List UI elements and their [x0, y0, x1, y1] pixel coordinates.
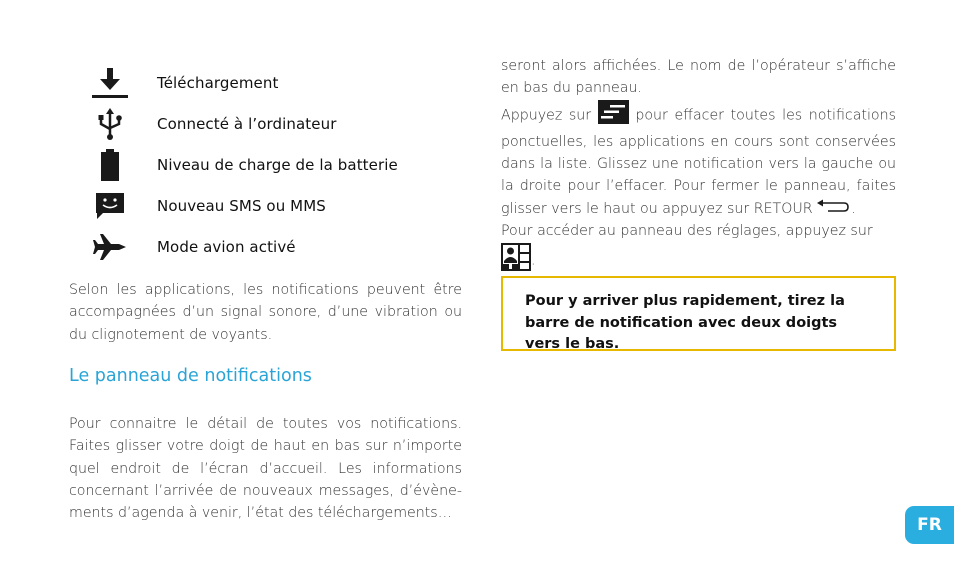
download-icon [90, 66, 130, 100]
airplane-label: Mode avion activé [157, 237, 296, 256]
settings-panel-text [501, 220, 896, 278]
list-item [90, 226, 470, 267]
download-label: Téléchargement [157, 73, 279, 92]
settings-text: Pour accéder au panneau des réglages, appuyez sur [501, 223, 873, 240]
clear-all-icon [598, 100, 629, 131]
sms-icon [90, 189, 130, 223]
airplane-icon [90, 230, 130, 264]
language-label: FR [917, 515, 942, 535]
settings-panel-icon [501, 243, 531, 278]
list-item [90, 144, 470, 185]
list-item [90, 103, 470, 144]
usb-label: Connecté à l’ordinateur [157, 114, 337, 133]
right-column-text [501, 55, 896, 278]
battery-icon [90, 148, 130, 182]
clear-text-pre: Appuyez sur [501, 107, 592, 124]
sms-label: Nouveau SMS ou MMS [157, 196, 326, 215]
battery-label: Niveau de charge de la batterie [157, 155, 398, 174]
list-item [90, 185, 470, 226]
language-tab [905, 506, 954, 544]
settings-text-end: . [531, 252, 536, 269]
back-arrow-icon [817, 198, 851, 220]
tip-text: Pour y arriver plus rapidement, tirez la barre de notification avec deux doigts vers le bas. [525, 293, 845, 352]
notification-icon-list [90, 62, 470, 267]
clear-notifications-text [501, 100, 896, 221]
list-item [90, 62, 470, 103]
panel-description-text: Pour connaitre le détail de toutes vos notifications. Faites glisser votre doigt de haut en bas sur n’importe quel endroit de l’écran d’accueil. Les informations concernant l’arrivée de nouveaux messages, d’évène-ments d’agenda à venir, l’état des téléchargements… [69, 416, 462, 522]
section-title: Le panneau de notifications [69, 366, 312, 386]
clear-text-post: pour effacer toutes les notifications ponctuelles, les applications en cours sont conservées dans la liste. Glissez une notification vers la gauche ou la droite pour l’effacer. Pour fermer le panneau, faites glisser vers le haut ou appuyez sur RETOUR [501, 107, 896, 217]
usb-icon [90, 107, 130, 141]
clear-text-end: . [851, 200, 856, 217]
panel-text-continued: seront alors affichées. Le nom de l’opérateur s’affiche en bas du panneau. [501, 58, 896, 97]
tip-box [501, 276, 896, 351]
notifications-intro-text: Selon les applications, les notifications peuvent être accompagnées d’un signal sonore, d’une vibration ou du clignotement de voyants. [69, 282, 462, 343]
